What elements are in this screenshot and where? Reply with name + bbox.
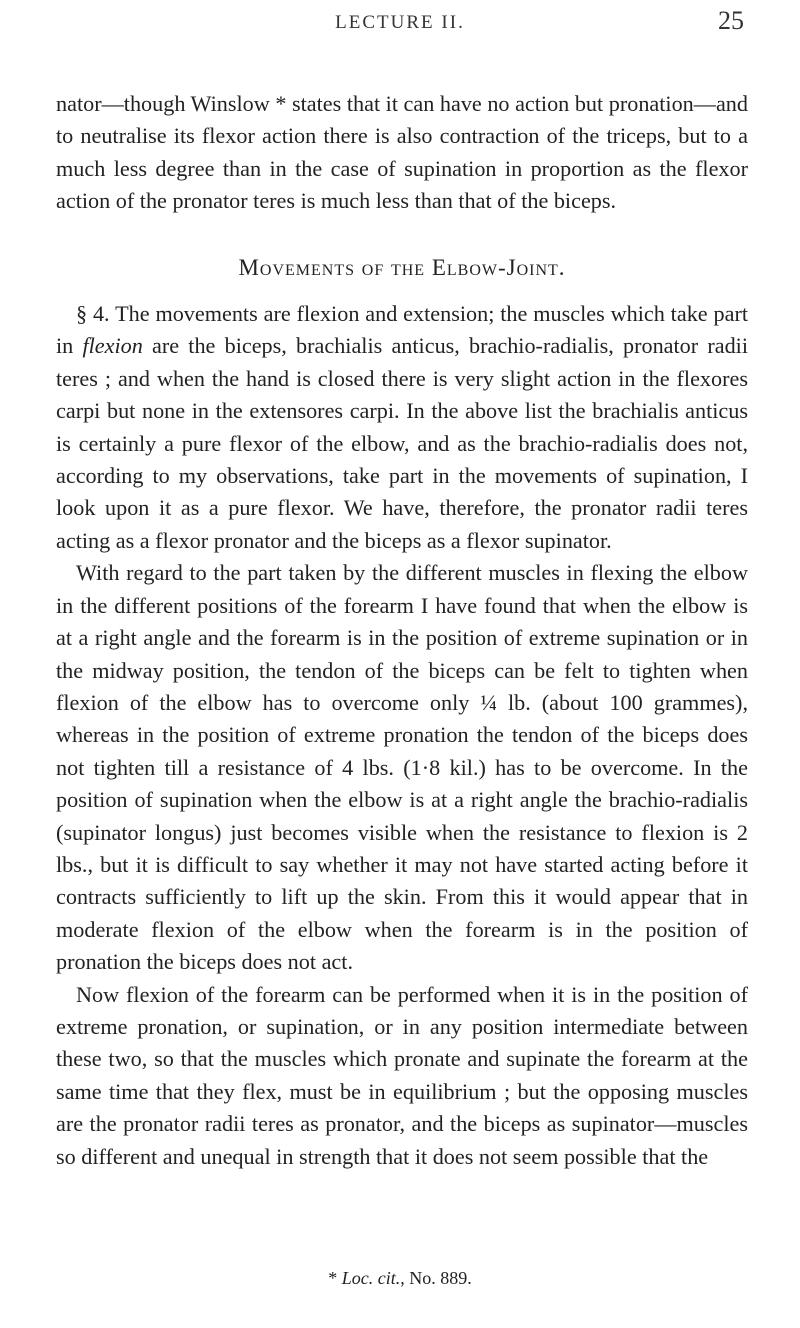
paragraph-section-4 — [56, 298, 748, 557]
footnote-text: , No. 889. — [400, 1268, 472, 1288]
footnote-marker: * — [328, 1268, 342, 1288]
page-number: 25 — [718, 6, 744, 35]
page-header — [0, 6, 800, 46]
paragraph-equilibrium: Now flexion of the forearm can be performed when it is in the position of extreme pronation, or supination, or in any position intermediate between these two, so that the muscles which pronate and supinate the forearm at the same time that they flex, must be in equilibrium ; but the opposing muscles are the pronator radii teres as pronator, and the biceps as supinator—muscles so different and unequal in strength that it does not seem possible that the — [56, 981, 748, 1169]
paragraph-text: are the biceps, brachialis anticus, brachio-radialis, pronator radii teres ; and when the hand is closed there is very slight action in the flexores carpi but none in the extensores carpi. In the above list the brachialis anticus is certainly a pure flexor of the elbow, and as the brachio-radialis does not, according to my observations, take part in the movements of supination, I look upon it as a pure flexor. We have, therefore, the pronator radii teres acting as a flexor pronator and the biceps as a flexor supinator. — [56, 333, 748, 553]
emphasis-flexion: flexion — [82, 333, 143, 359]
footnote-citation: Loc. cit. — [341, 1268, 401, 1288]
page-body — [56, 88, 748, 1173]
paragraph-continuation: nator—though Winslow * states that it can have no action but pronation—and to neutralise its flexor action there is also contraction of the triceps, but to a much less degree than in the case of supination in proportion as the flexor action of the pronator teres is much less than that of the biceps. — [56, 91, 748, 214]
running-head: LECTURE II. — [335, 12, 465, 33]
paragraph-text: § 4. The movements are flexion and extension; the muscles which take part in — [56, 301, 748, 359]
section-title: Movements of the Elbow-Joint. — [238, 254, 566, 280]
footnote — [0, 1268, 800, 1289]
paragraph-biceps-observations: With regard to the part taken by the different muscles in flexing the elbow in the different positions of the forearm I have found that when the elbow is at a right angle and the forearm is in the position of extreme supination or in the midway position, the tendon of the biceps can be felt to tighten when flexion of the elbow has to overcome only ¼ lb. (about 100 grammes), whereas in the position of extreme pronation the tendon of the biceps does not tighten till a resistance of 4 lbs. (1·8 kil.) has to be overcome. In the position of supination when the elbow is at a right angle the brachio-radialis (supinator longus) just becomes visible when the resistance to flexion is 2 lbs., but it is difficult to say whether it may not have started acting before it contracts sufficiently to lift up the skin. From this it would appear that in moderate flexion of the elbow when the forearm is in the position of pronation the biceps does not act. — [56, 560, 748, 975]
